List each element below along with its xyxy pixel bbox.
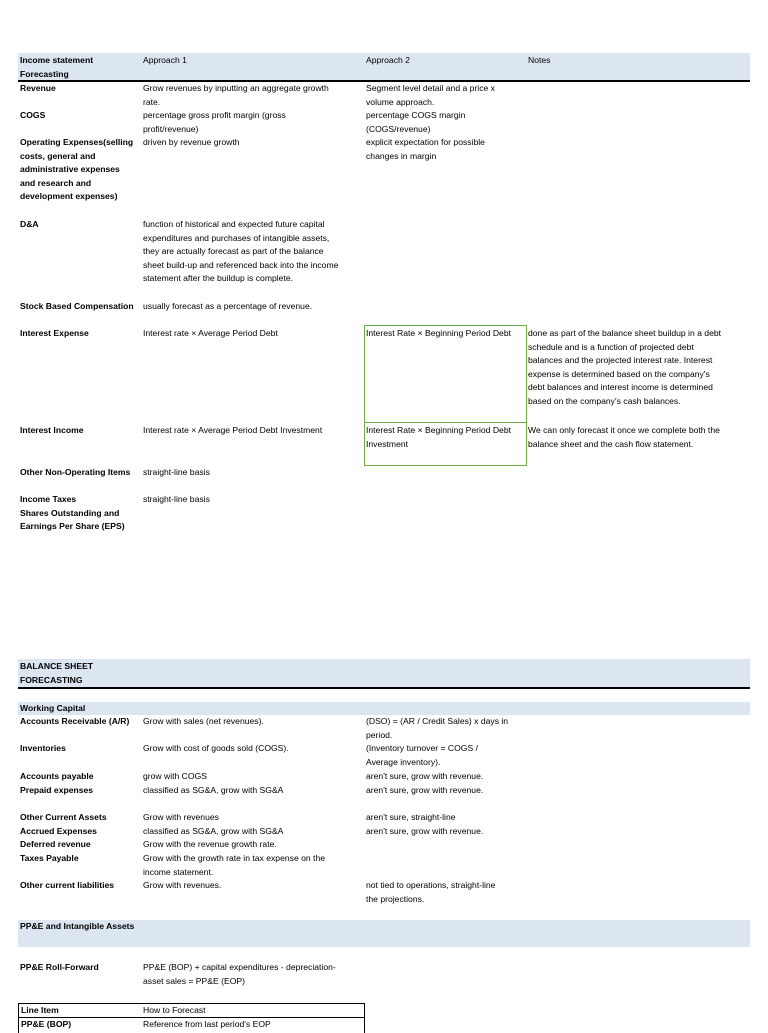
- bs-row-ar-item: Accounts Receivable (A/R): [20, 716, 130, 726]
- row-opex-approach2: explicit expectation for possible changes in margin: [366, 137, 485, 161]
- bs-row-accrued-approach2: aren't sure, grow with revenue.: [366, 826, 484, 836]
- row-revenue-approach1: Grow revenues by inputting an aggregate growth rate.: [143, 83, 329, 107]
- bs-row-deferred-item: Deferred revenue: [20, 839, 91, 849]
- bs-row-deferred-approach1: Grow with the revenue growth rate.: [143, 839, 277, 849]
- income-header-item: Income statement Forecasting: [20, 55, 94, 79]
- row-opex-item: Operating Expenses(selling costs, general and administrative expenses and research and development expenses): [20, 137, 134, 202]
- bs-row-ap-item: Accounts payable: [20, 771, 94, 781]
- row-other-nonop-approach1: straight-line basis: [143, 467, 210, 477]
- bs-row-accrued-approach1: classified as SG&A, grow with SG&A: [143, 826, 284, 836]
- ppe-rollforward-approach1: PP&E (BOP) + capital expenditures - depreciation- asset sales = PP&E (EOP): [143, 962, 336, 986]
- row-opex-approach1: driven by revenue growth: [143, 137, 240, 147]
- row-interest-income-approach1: Interest rate × Average Period Debt Investment: [143, 425, 323, 435]
- balance-header-rule: [18, 687, 750, 689]
- ppe-table-header-line-item: Line Item: [21, 1005, 59, 1015]
- row-interest-income-notes: We can only forecast it once we complete both the balance sheet and the cash flow statement.: [528, 425, 720, 449]
- ppe-rollforward-item: PP&E Roll-Forward: [20, 962, 99, 972]
- bs-row-ap-approach1: grow with COGS: [143, 771, 207, 781]
- row-interest-expense-approach1: Interest rate × Average Period Debt: [143, 328, 278, 338]
- working-capital-label: Working Capital: [20, 703, 86, 713]
- row-interest-expense-item: Interest Expense: [20, 328, 89, 338]
- row-cogs-item: COGS: [20, 110, 46, 120]
- ppe-header: PP&E and Intangible Assets: [20, 921, 135, 931]
- ppe-table-row-how: Reference from last period's EOP: [143, 1019, 271, 1029]
- bs-row-inventories-approach1: Grow with cost of goods sold (COGS).: [143, 743, 289, 753]
- ppe-table-row: [19, 1018, 364, 1032]
- bs-row-taxes-payable-item: Taxes Payable: [20, 853, 79, 863]
- bs-row-ap-approach2: aren't sure, grow with revenue.: [366, 771, 484, 781]
- row-sbc-approach1: usually forecast as a percentage of revenue.: [143, 301, 313, 311]
- row-interest-expense-notes: done as part of the balance sheet buildup in a debt schedule and is a function of projected debt balances and the projected interest rate. Interest expense is determined based on the company's debt balances and interest income is determined based on the company's cash balances.: [528, 328, 722, 406]
- row-revenue-item: Revenue: [20, 83, 56, 93]
- row-other-nonop-item: Other Non-Operating Items: [20, 467, 131, 477]
- bs-row-ocl-approach1: Grow with revenues.: [143, 880, 222, 890]
- bs-row-ocl-approach2: not tied to operations, straight-line the projections.: [366, 880, 496, 904]
- row-da-approach1: function of historical and expected future capital expenditures and purchases of intangible assets, they are actually forecast as part of the balance sheet build-up and referenced back into the income statement after the buildup is complete.: [143, 219, 339, 284]
- bs-row-oca-approach2: aren't sure, straight-line: [366, 812, 456, 822]
- row-sbc-item: Stock Based Compensation: [20, 301, 134, 311]
- row-cogs-approach1: percentage gross profit margin (gross profit/revenue): [143, 110, 286, 134]
- balance-header-title: BALANCE SHEET FORECASTING: [20, 661, 94, 685]
- bs-row-oca-item: Other Current Assets: [20, 812, 107, 822]
- bs-row-prepaid-approach1: classified as SG&A, grow with SG&A: [143, 785, 284, 795]
- bs-row-oca-approach1: Grow with revenues: [143, 812, 219, 822]
- bs-row-ocl-item: Other current liabilities: [20, 880, 115, 890]
- row-interest-income-approach2: Interest Rate × Beginning Period Debt Investment: [366, 425, 511, 449]
- income-header-approach1: Approach 1: [143, 55, 187, 65]
- ppe-table-header-how: How to Forecast: [143, 1005, 206, 1015]
- bs-row-ar-approach1: Grow with sales (net revenues).: [143, 716, 264, 726]
- bs-row-ar-approach2: (DSO) = (AR / Credit Sales) x days in period.: [366, 716, 509, 740]
- ppe-table-header-row: [19, 1004, 364, 1018]
- ppe-forecast-table: [18, 1003, 365, 1033]
- bs-row-prepaid-item: Prepaid expenses: [20, 785, 94, 795]
- row-interest-income-item: Interest Income: [20, 425, 84, 435]
- row-income-taxes-item: Income Taxes Shares Outstanding and Earnings Per Share (EPS): [20, 494, 125, 532]
- income-header-approach2: Approach 2: [366, 55, 410, 65]
- row-income-taxes-approach1: straight-line basis: [143, 494, 210, 504]
- bs-row-inventories-approach2: (Inventory turnover = COGS / Average inventory).: [366, 743, 478, 767]
- bs-row-taxes-payable-approach1: Grow with the growth rate in tax expense on the income statement.: [143, 853, 326, 877]
- income-header-notes: Notes: [528, 55, 551, 65]
- row-revenue-approach2: Segment level detail and a price x volume approach.: [366, 83, 495, 107]
- row-cogs-approach2: percentage COGS margin (COGS/revenue): [366, 110, 466, 134]
- bs-row-prepaid-approach2: aren't sure, grow with revenue.: [366, 785, 484, 795]
- bs-row-accrued-item: Accrued Expenses: [20, 826, 97, 836]
- ppe-table-row-item: PP&E (BOP): [21, 1019, 72, 1029]
- row-interest-expense-approach2: Interest Rate × Beginning Period Debt: [366, 328, 511, 338]
- bs-row-inventories-item: Inventories: [20, 743, 66, 753]
- row-da-item: D&A: [20, 219, 39, 229]
